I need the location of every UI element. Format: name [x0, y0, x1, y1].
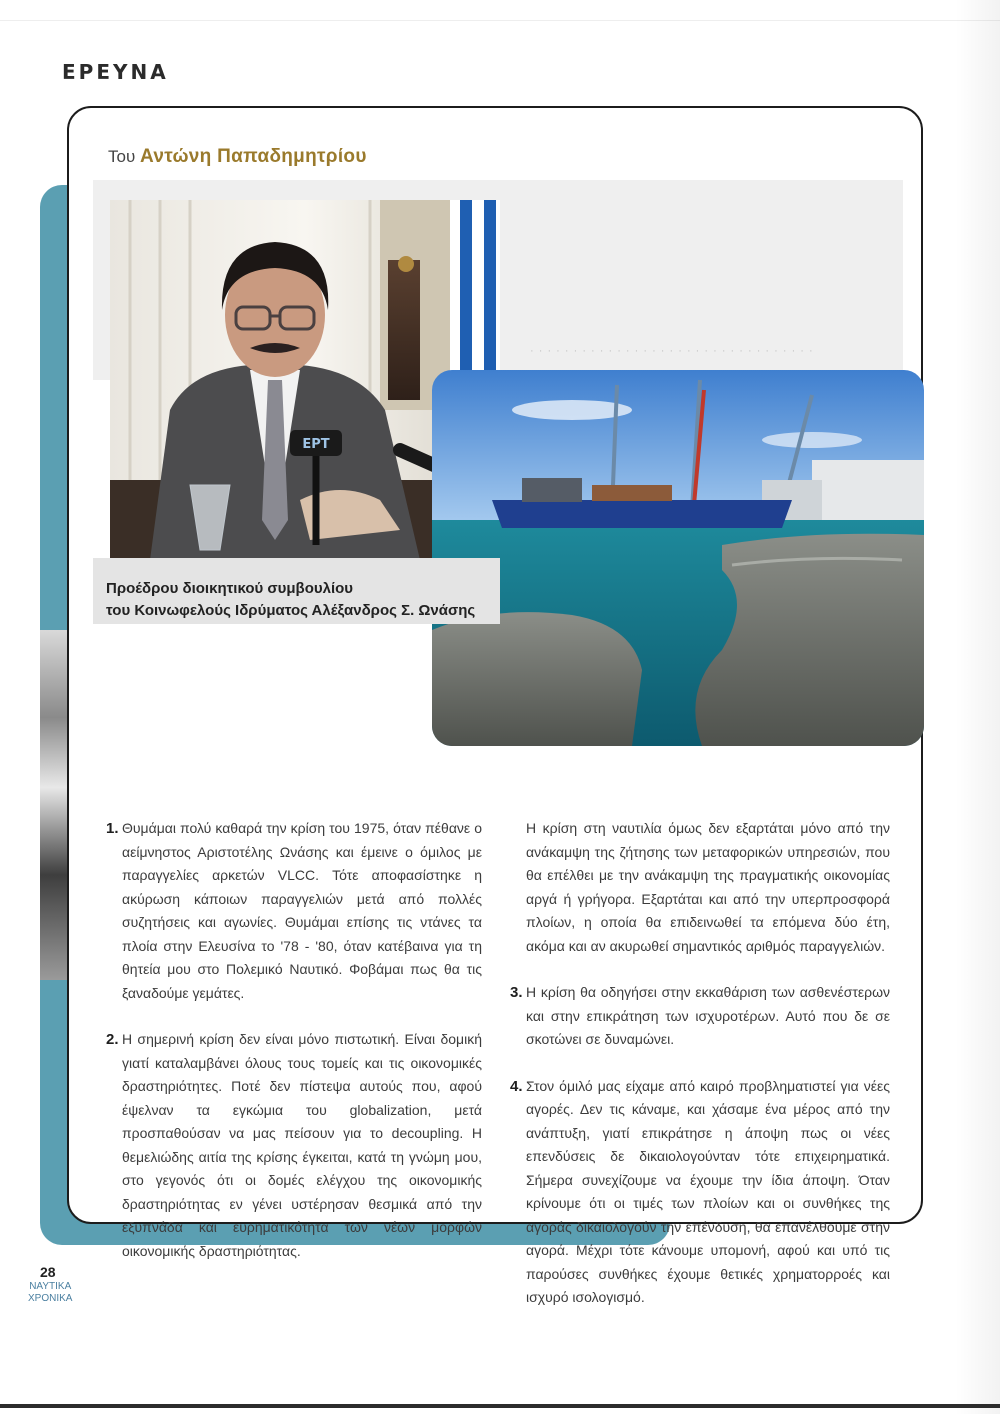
- paragraph-number: 4.: [510, 1077, 523, 1095]
- author-name: Αντώνη Παπαδημητρίου: [140, 146, 367, 167]
- mic-label: ΕΡΤ: [302, 437, 330, 452]
- paragraph-text: Η κρίση θα οδηγήσει στην εκκαθάριση των ασθενέστερων και στην επικράτηση των ισχυροτέρων. Αυτό που δε σε σκοτώνει σε δυναμώνει.: [526, 984, 890, 1047]
- page-number: 28: [40, 1264, 56, 1280]
- magazine-name-line-1: ΝΑΥΤΙΚΑ: [29, 1281, 72, 1292]
- paragraph-3: [510, 981, 890, 1052]
- magazine-name-line-2: ΧΡΟΝΙΚΑ: [28, 1293, 73, 1304]
- paragraph-number: 1.: [106, 820, 119, 837]
- section-title: ΕΡΕΥΝΑ: [62, 60, 169, 84]
- paragraph-1: [106, 817, 482, 1005]
- faded-background-text: · · · · · · · · · · · · · · · · · · · · · · · · · · · · · · · · ·: [530, 345, 814, 357]
- paragraph-text: Η σημερινή κρίση δεν είναι μόνο πιστωτική. Είναι δομική γιατί καταλαμβάνει όλους τους τομείς και τις οικονομικές δραστηριότητες. Ποτέ δεν πίστεψα αυτούς που, αφού έψελναν τα εγκώμια του globalization, μετά προσπαθούσαν να μας πείσουν για το decoupling. Η θεμελιώδης αιτία της κρίσης έγκειται, κατά τη γνώμη μου, στο γεγονός ότι οι δομές ελέγχου της οικονομικής δραστηριότητας εν γένει υστέρησαν θεσμικά από την εξυπνάδα και ευρηματικότητα των νέων μορφών οικονομικής δραστηριότητας.: [122, 1031, 482, 1259]
- magazine-name: [28, 1281, 72, 1305]
- harbour-illustration: [432, 370, 924, 746]
- paragraph-number: 2.: [106, 1031, 119, 1048]
- top-rule: [0, 20, 1000, 21]
- page-edge-shade: [955, 0, 1000, 1414]
- text-column-left: [106, 817, 482, 1286]
- caption-line-2: του Κοινωφελούς Ιδρύματος Αλέξανδρος Σ. Ωνάσης: [106, 602, 476, 619]
- paragraph-2: [106, 1028, 482, 1263]
- byline: [108, 146, 367, 168]
- bottom-rule: [0, 1404, 1000, 1408]
- paragraph-4: [510, 1075, 890, 1310]
- paragraph-text: Στον όμιλό μας είχαμε από καιρό προβληματιστεί για νέες αγορές. Δεν τις κάναμε, και χάσαμε ένα μέρος από την ανάπτυξη, γιατί επικράτησε η άποψη πως οι νέες επενδύσεις δε δικαιολογούνταν τότε επιχειρηματικά. Σήμερα συνεχίζουμε να έχουμε την ίδια άποψη. Όταν κρίνουμε ότι οι τιμές των πλοίων και οι συνθήκες της αγοράς δικαιολογούν την επένδυση, θα επανέλθουμε στην αγορά. Μέχρι τότε κάνουμε υπομονή, αφού και υπό τις παρούσες συνθήκες έχουμε θετικές χρηματορροές και ισχυρό ισολογισμό.: [526, 1077, 890, 1305]
- paragraph-number: 3.: [510, 984, 523, 1001]
- paragraph-2-continued: [510, 817, 890, 958]
- harbour-photo: [432, 370, 924, 746]
- text-column-right: [510, 817, 890, 1333]
- paragraph-text: Θυμάμαι πολύ καθαρά την κρίση του 1975, όταν πέθανε ο αείμνηστος Αριστοτέλης Ωνάσης και έμεινε ο όμιλος με παραγγελίες αρκετών VLCC. Τότε αποφασίστηκε η ακύρωση κάποιων παραγγελιών μετά από πολλές συζητήσεις και αγωνίες. Θυμάμαι επίσης τις ντάνες τα πλοία στην Ελευσίνα το '78 - '80, όταν κατέβαινα για τη θητεία μου στο Πολεμικό Ναυτικό. Φοβάμαι πως θα τις ξαναδούμε γεμάτες.: [122, 820, 482, 1001]
- caption-line-1: Προέδρου διοικητικού συμβουλίου: [106, 580, 354, 597]
- byline-prefix: Του: [108, 147, 136, 166]
- paragraph-text: Η κρίση στη ναυτιλία όμως δεν εξαρτάται μόνο από την ανάκαμψη της ζήτησης των μεταφορικών υπηρεσιών, που θα επέλθει με την ανάκαμψη της πραγματικής οικονομίας αργά ή γρήγορα. Εξαρτάται και από την υπερπροσφορά πλοίων, η οποία θα επιδεινωθεί τα επόμενα δύο έτη, ακόμα και αν ακυρωθεί σημαντικός αριθμός παραγγελιών.: [526, 820, 890, 954]
- portrait-caption: [106, 578, 475, 622]
